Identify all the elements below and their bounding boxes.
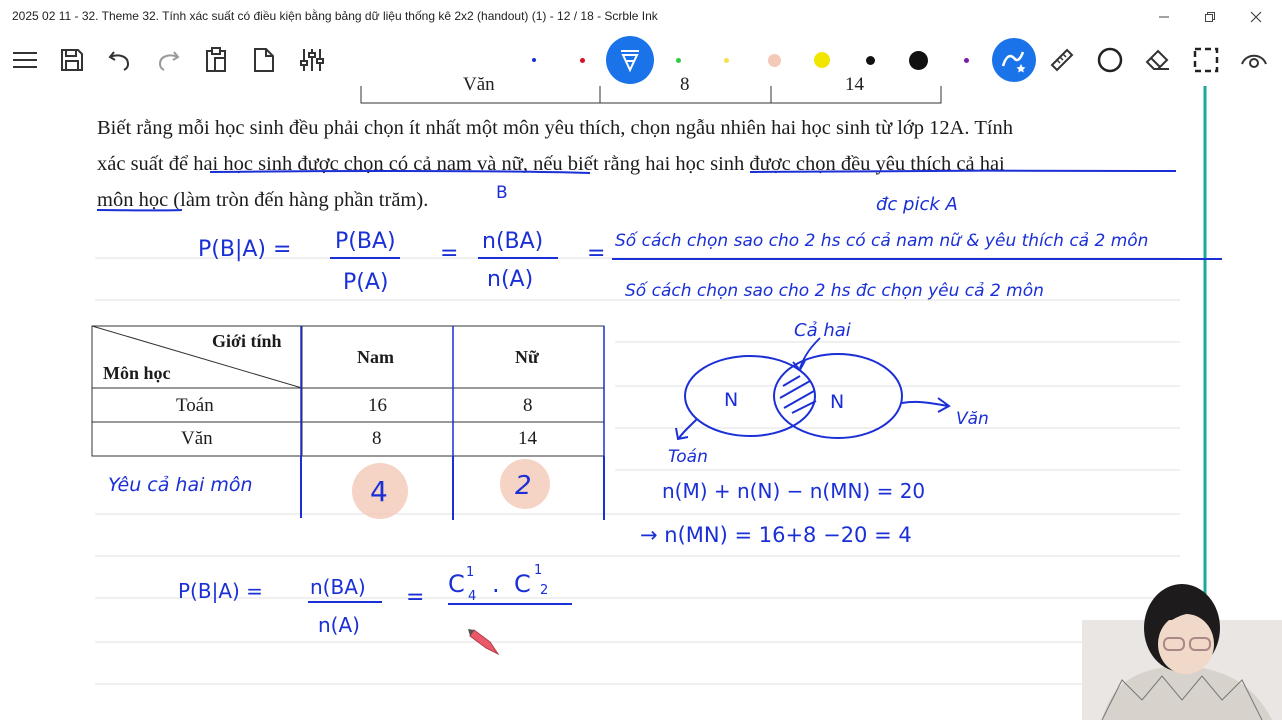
color-blue-small[interactable] [514,40,554,80]
ink-formula2-lhs: P(B|A) = [178,579,263,603]
table-header-nu: Nữ [515,347,539,367]
color-red-small[interactable] [562,40,602,80]
pen-cursor-icon [468,629,498,654]
paragraph-line-3: môn học (làm tròn đến hàng phần trăm). [97,189,429,211]
window-title: 2025 02 11 - 32. Theme 32. Tính xác suất có điều kiện bằng bảng dữ liệu thống kê 2x2 (handout) (1) - 12 / 18 - Scrble Ink [12,9,658,23]
table-header-nam: Nam [357,347,394,367]
ink-c2-sub: 2 [540,583,549,598]
ink-dot: . [492,570,500,598]
table-cell: 8 [523,395,533,416]
circle-shape-button[interactable] [1090,40,1130,80]
view-button[interactable] [1234,40,1274,80]
settings-button[interactable] [292,40,332,80]
ink-c2-sup: 1 [534,563,543,578]
ink-toan: Toán [668,447,708,467]
svg-text:=: = [406,585,425,610]
ink-c2: C [514,570,531,598]
color-purple-small[interactable] [946,40,986,80]
ink-formula1-num: P(BA) [335,229,396,254]
pen-icon [606,36,654,84]
table-cell: 14 [518,428,537,449]
ink-num-text: Số cách chọn sao cho 2 hs có cả nam nữ & yêu thích cả 2 môn [615,231,1149,251]
selection-icon [1193,47,1219,73]
table-cell: 16 [368,395,387,416]
table-header-gender: Giới tính [212,331,282,351]
title-bar [0,0,1280,34]
ink-eq2: → n(MN) = 16+8 −20 = 4 [640,523,912,547]
top-row-nu: 14 [845,74,864,95]
close-button[interactable] [1236,4,1276,30]
restore-icon [1204,11,1216,23]
clipboard-icon [204,47,228,73]
minimize-icon [1158,11,1170,23]
underline-stroke [210,171,590,173]
svg-text:n(BA): n(BA) [310,575,366,599]
minimize-button[interactable] [1144,4,1184,30]
new-page-icon [253,47,275,73]
svg-text:n(BA): n(BA) [482,229,544,254]
ink-layer [0,86,1205,720]
ink-c1-sub: 4 [468,589,477,604]
document-page[interactable] [0,74,1205,720]
paragraph-line-1: Biết rằng mỗi học sinh đều phải chọn ít nhất một môn yêu thích, chọn ngẫu nhiên hai học sinh từ lớp 12A. Tính [97,117,1014,139]
table-header-subject: Môn học [103,363,171,383]
pen-tool-button[interactable] [610,40,650,80]
settings-sliders-icon [299,48,325,72]
color-yellow-large[interactable] [802,40,842,80]
svg-text:=: = [587,241,606,266]
ink-row-label: Yêu cả hai môn [108,474,253,496]
ink-ca-hai: Cả hai [794,320,851,341]
clipboard-button[interactable] [196,40,236,80]
view-icon [1241,50,1267,70]
ink-val-nam: 4 [370,475,388,508]
ink-venn-right: N [830,391,845,413]
svg-text:n(A): n(A) [487,267,534,292]
ruler-icon [1049,47,1075,73]
ink-eq1: n(M) + n(N) − n(MN) = 20 [662,479,926,503]
redo-button[interactable] [148,40,188,80]
venn-left-circle [685,356,815,436]
highlighter-star-icon [992,38,1036,82]
ink-venn-left: N [724,389,739,411]
table-cell: 8 [372,428,382,449]
restore-button[interactable] [1190,4,1230,30]
redo-icon [156,48,180,72]
color-black-large[interactable] [898,40,938,80]
ink-a-label: đc pick A [876,194,958,215]
color-peach[interactable] [754,40,794,80]
webcam-overlay-icon [1082,580,1282,720]
menu-icon [12,50,38,70]
paragraph-line-2: xác suất để hai học sinh được chọn có cả nam và nữ, nếu biết rằng hai học sinh được chọn đều yêu thích cả hai [97,153,1005,175]
svg-text:n(A): n(A) [318,613,360,637]
highlighter-button[interactable] [994,40,1034,80]
top-row-nam: 8 [680,74,690,95]
ink-van: Văn [956,409,989,429]
table-row-label: Văn [181,428,213,449]
underline-stroke [750,171,1176,172]
menu-button[interactable] [5,40,45,80]
top-row-label: Văn [463,74,495,95]
eraser-icon [1145,48,1171,72]
ruler-button[interactable] [1042,40,1082,80]
ink-b-label: B [496,183,508,203]
color-yellow-small[interactable] [706,40,746,80]
new-page-button[interactable] [244,40,284,80]
svg-text:=: = [440,241,459,266]
ink-val-nu: 2 [515,471,532,501]
save-icon [60,48,84,72]
ink-den-text: Số cách chọn sao cho 2 hs đc chọn yêu cả 2 môn [625,281,1044,301]
table-row-label: Toán [176,395,214,416]
circle-shape-icon [1097,47,1123,73]
ink-c1: C [448,570,465,598]
selection-button[interactable] [1186,40,1226,80]
save-button[interactable] [52,40,92,80]
eraser-button[interactable] [1138,40,1178,80]
toolbar [0,34,1280,86]
ink-formula1-lhs: P(B|A) = [198,237,292,262]
color-green-small[interactable] [658,40,698,80]
ink-formula1-den: P(A) [343,270,389,295]
undo-button[interactable] [100,40,140,80]
close-icon [1250,11,1262,23]
undo-icon [108,48,132,72]
ink-c1-sup: 1 [466,565,475,580]
